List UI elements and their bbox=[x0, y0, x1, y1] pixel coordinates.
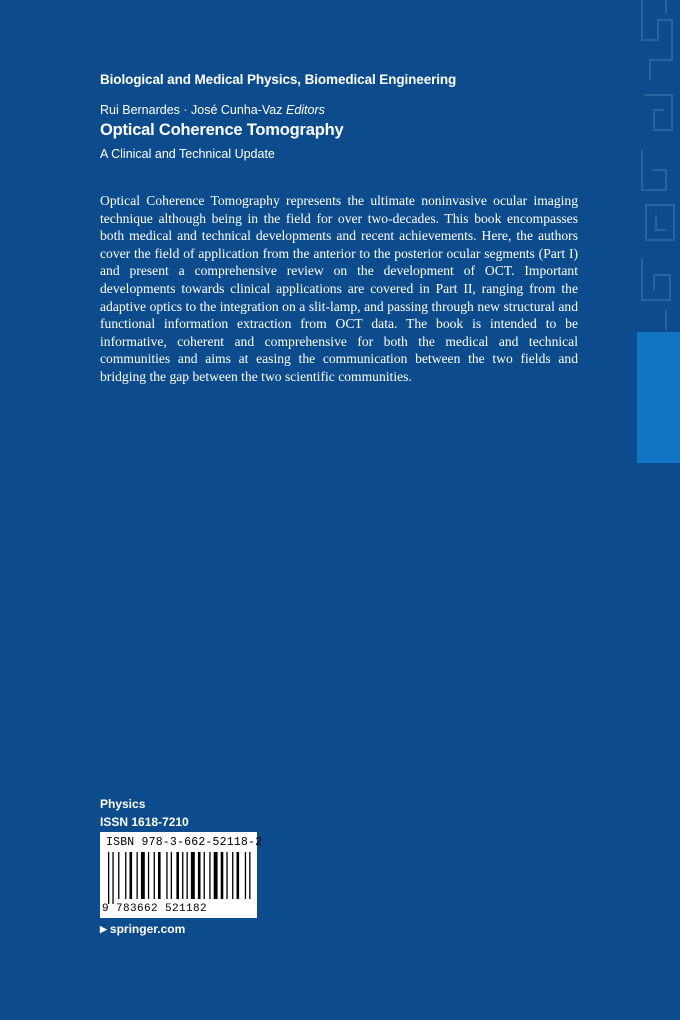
publisher-website[interactable] bbox=[100, 922, 185, 936]
subject-label: Physics bbox=[100, 797, 146, 811]
issn-label: ISSN 1618-7210 bbox=[100, 815, 189, 829]
ean-digits: 783662 521182 bbox=[116, 903, 208, 915]
editors-role: Editors bbox=[285, 103, 325, 117]
website-text: springer.com bbox=[109, 922, 186, 936]
isbn-text: ISBN 978-3-662-52118-2 bbox=[106, 836, 263, 849]
ean-first-digit: 9 bbox=[102, 903, 109, 915]
decorative-pattern bbox=[636, 0, 680, 330]
editors-line bbox=[100, 103, 325, 117]
author-names: Rui Bernardes · José Cunha-Vaz bbox=[100, 103, 283, 117]
series-title: Biological and Medical Physics, Biomedical Engineering bbox=[100, 72, 457, 87]
barcode bbox=[108, 852, 252, 904]
barcode-box bbox=[100, 832, 263, 918]
side-color-band bbox=[637, 332, 680, 463]
blurb-paragraph: Optical Coherence Tomography represents the ultimate noninvasive ocular imaging technique although being in the field for over two-decades. This book encompasses both medical and technical developments and recent achievements. Here, the authors cover the field of application from the anterior to the posterior ocular segments (Part I) and present a comprehensive review on the development of OCT. Important developments towards clinical applications are covered in Part II, ranging from the adaptive optics to the integration on a slit-lamp, and passing through new structural and functional information extraction from OCT data. The book is intended to be informative, coherent and comprehensive for both the medical and technical communities and aims at easing the communication between the two fields and bridging the gap between the two scientific communities. bbox=[100, 193, 578, 384]
book-title: Optical Coherence Tomography bbox=[100, 121, 344, 139]
triangle-right-icon: ▶ bbox=[100, 923, 107, 934]
book-subtitle: A Clinical and Technical Update bbox=[100, 147, 275, 161]
